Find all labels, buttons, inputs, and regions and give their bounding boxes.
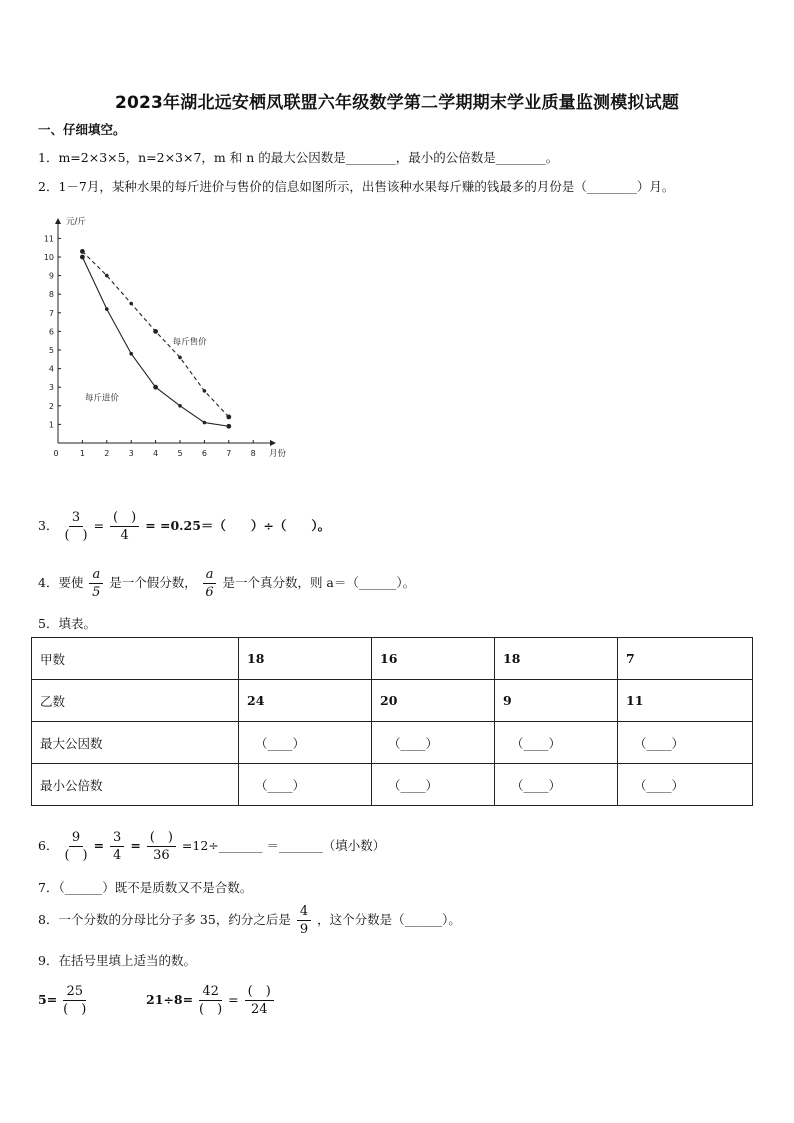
q8-suffix: ，这个分数是（______）。 [317, 912, 461, 927]
q4-middle: 是一个假分数， [109, 575, 197, 590]
q4-fraction-a5: $\frac{a}{5}$ [89, 568, 103, 599]
data-point [226, 424, 231, 429]
q4-fraction-a6: $\frac{a}{6}$ [203, 568, 217, 599]
y-tick-label: 1 [48, 420, 54, 430]
x-axis-label: 月份 [269, 449, 287, 459]
series-line-0 [82, 251, 228, 417]
q3-rest: = =0.25＝（ ）÷（ ）。 [145, 518, 331, 533]
question-8 [38, 905, 461, 936]
q9b-lhs: 21÷8= [146, 992, 194, 1007]
table-cell: 20 [372, 680, 495, 722]
data-point [129, 352, 133, 356]
q6-fraction-2: $\frac{3}{4}$ [110, 831, 124, 862]
price-line-chart [38, 208, 298, 466]
q4-suffix: 是一个真分数，则 a＝（______）。 [222, 575, 416, 590]
table-cell: 18 [495, 638, 618, 680]
fill-table [31, 637, 753, 806]
q6-number: 6． [38, 838, 59, 853]
table-cell: （____） [372, 764, 495, 806]
q3-number: 3． [38, 518, 59, 533]
data-point [178, 404, 182, 408]
question-4 [38, 568, 415, 599]
question-9b [146, 985, 276, 1016]
table-row-header: 最小公倍数 [32, 764, 239, 806]
x-tick-label: 3 [128, 449, 134, 458]
table-cell: 24 [239, 680, 372, 722]
q9a-fraction: $\frac{25}{( )}$ [63, 984, 87, 1017]
data-point [153, 329, 158, 334]
table-cell: （____） [239, 722, 372, 764]
y-tick-label: 5 [48, 346, 54, 355]
table-cell: （____） [239, 764, 372, 806]
q6-equals-2: = [130, 838, 141, 853]
x-tick-label: 1 [79, 449, 85, 458]
q3-equals: = [93, 518, 105, 533]
y-tick-label: 7 [48, 308, 54, 318]
x-tick-label: 2 [104, 449, 110, 458]
table-row-header: 最大公因数 [32, 722, 239, 764]
question-9a [38, 985, 88, 1016]
table-cell: （____） [495, 764, 618, 806]
table-row [32, 680, 753, 722]
table-cell: （____） [372, 722, 495, 764]
data-point [153, 385, 158, 390]
y-tick-label: 11 [43, 234, 54, 244]
table-row [32, 722, 753, 764]
q6-fraction-1: $\frac{9}{( )}$ [64, 830, 88, 863]
table-cell: （____） [495, 722, 618, 764]
q9a-lhs: 5= [38, 992, 58, 1007]
question-6 [38, 831, 385, 862]
q3-fraction-1: $\frac{3}{( )}$ [64, 510, 88, 543]
data-point [129, 302, 133, 306]
y-tick-label: 8 [48, 290, 54, 300]
data-point [203, 421, 207, 425]
data-point [178, 356, 182, 360]
series-label-sale: 每斤售价 [172, 337, 207, 348]
x-tick-label: 0 [53, 449, 59, 458]
q6-equals-1: = [93, 838, 105, 853]
x-axis-arrow [270, 440, 276, 446]
table-row [32, 764, 753, 806]
question-7: 7．（______）既不是质数又不是合数。 [38, 880, 253, 895]
q9b-fraction-1: $\frac{42}{( )}$ [199, 984, 223, 1017]
table-row-header: 乙数 [32, 680, 239, 722]
y-tick-label: 3 [48, 383, 54, 393]
q8-prefix: 8．一个分数的分母比分子多 35，约分之后是 [38, 912, 291, 927]
x-tick-label: 4 [153, 449, 159, 458]
table-cell: （____） [618, 764, 753, 806]
data-point [105, 307, 109, 311]
series-label-cost: 每斤进价 [84, 393, 119, 404]
data-point [226, 415, 231, 420]
q9b-equals: = [228, 992, 239, 1007]
table-row-header: 甲数 [32, 638, 239, 680]
y-axis-label: 元/斤 [66, 217, 86, 227]
question-9: 9．在括号里填上适当的数。 [38, 953, 196, 968]
question-3 [38, 511, 330, 542]
y-tick-label: 6 [48, 327, 54, 337]
table-row [32, 638, 753, 680]
data-point [80, 255, 85, 260]
table-cell: 16 [372, 638, 495, 680]
y-tick-label: 10 [43, 253, 54, 262]
x-tick-label: 5 [177, 449, 183, 458]
question-2: 2．1－7月，某种水果的每斤进价与售价的信息如图所示，出售该种水果每斤赚的钱最多的月份是（________）月。 [38, 179, 675, 194]
y-tick-label: 2 [48, 401, 54, 411]
page-title: 2023年湖北远安栖凤联盟六年级数学第二学期期末学业质量监测模拟试题 [114, 93, 680, 113]
table-cell: （____） [618, 722, 753, 764]
table-cell: 7 [618, 638, 753, 680]
y-tick-label: 9 [48, 271, 54, 281]
x-tick-label: 7 [226, 449, 232, 458]
data-point [203, 389, 207, 393]
q6-rest: =12÷_______ ＝_______（填小数） [181, 838, 386, 853]
table-cell: 18 [239, 638, 372, 680]
q8-fraction: $\frac{4}{9}$ [297, 905, 311, 936]
q4-prefix: 4．要使 [38, 575, 84, 590]
x-tick-label: 8 [250, 449, 256, 458]
q9b-fraction-2: $\frac{( )}{24}$ [245, 985, 274, 1016]
data-point [80, 249, 85, 254]
q3-fraction-2: $\frac{( )}{4}$ [110, 511, 139, 542]
q6-fraction-3: $\frac{( )}{36}$ [147, 831, 176, 862]
question-1: 1．m=2×3×5，n=2×3×7，m 和 n 的最大公因数是________，最小的公倍数是________。 [38, 150, 559, 165]
table-cell: 11 [618, 680, 753, 722]
x-tick-label: 6 [201, 449, 207, 458]
section-heading: 一、仔细填空。 [38, 122, 126, 137]
table-cell: 9 [495, 680, 618, 722]
y-tick-label: 4 [48, 364, 54, 374]
data-point [105, 274, 109, 278]
question-5: 5．填表。 [38, 616, 96, 631]
y-axis-arrow [55, 218, 61, 224]
